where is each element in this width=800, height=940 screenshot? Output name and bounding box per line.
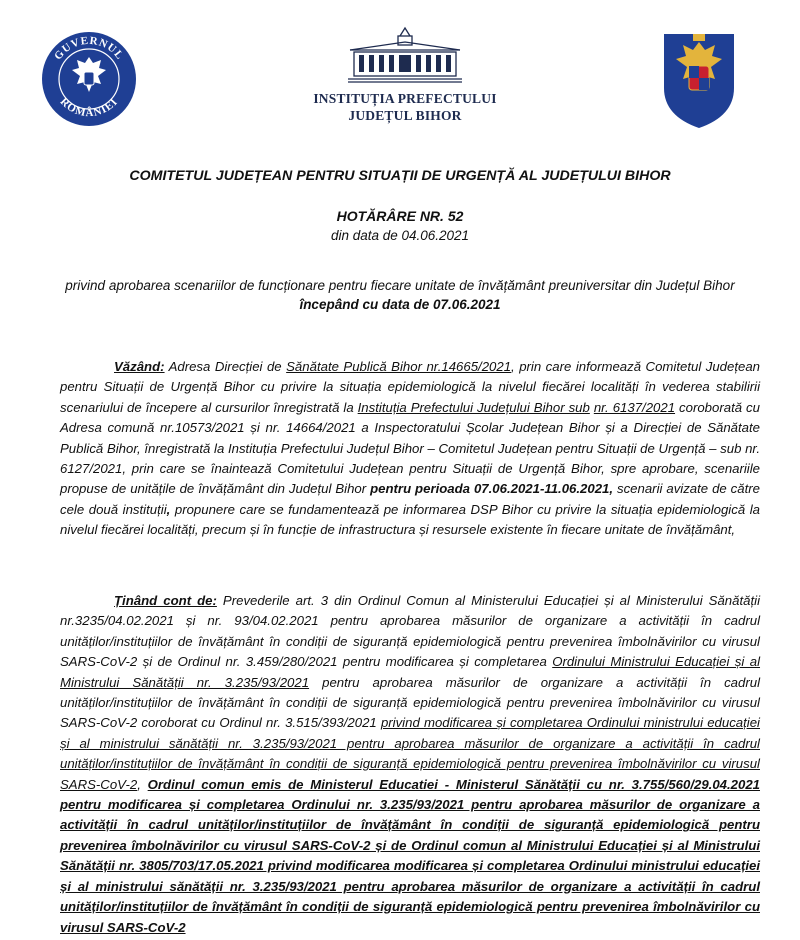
- prefecture-logo: [290, 24, 520, 124]
- decision-title: HOTĂRÂRE NR. 52: [336, 208, 464, 224]
- period-emphasis: pentru perioada 07.06.2021-11.06.2021,: [370, 481, 614, 497]
- government-seal-icon: [40, 30, 138, 128]
- text-run: coroborată cu Adresa comună nr.10573/2021 și nr. 14664/2021 a Inspectoratului Școlar Județean Bihor și a Direcției de Sănătate Publică Bihor, înregistrată la Instituția Prefectului Județul Bihor – Comitetul Județean pentru Situații de Urgență – sub nr. 6127/2021, prin care se înaintează Comitetului Județean pentru Situații de Urgență Bihor, spre aprobare, scenariile propuse de unitățile de învățământ din Județul Bihor: [60, 399, 760, 497]
- subject-text: privind aprobarea scenariilor de funcționare pentru fiecare unitate de învățământ preuniversitar din Județul Bihor: [65, 278, 735, 293]
- subject-effective-date: începând cu data de 07.06.2021: [299, 297, 501, 312]
- svg-text:GUVERNUL: GUVERNUL: [52, 34, 126, 63]
- dsp-reference: Sănătate Publică Bihor nr.14665/2021: [286, 359, 512, 374]
- text-run: ,: [137, 776, 148, 792]
- text-run: propunere care se fundamentează pe informarea DSP Bihor cu privire la situația epidemiologică la nivelul fiecărei localități, precum și în funcție de infrastructura și resursele existente în fiecare unitate de învățământ,: [60, 501, 760, 538]
- prefecture-registration: Instituția Prefectului Județului Bihor sub: [357, 399, 590, 415]
- order-reference: Ordinului Ministrului Educației și al Ministrului Sănătății nr. 3.235/93/2021: [60, 654, 761, 690]
- taking-into-account-paragraph: [60, 591, 760, 938]
- registration-number: nr. 6137/2021: [593, 399, 676, 415]
- text-run: ,: [166, 501, 171, 517]
- prefecture-building-icon: [346, 24, 464, 84]
- decision-date: din data de 04.06.2021: [330, 228, 470, 243]
- decision-subject: [0, 276, 800, 314]
- taking-into-account-label: Ținând cont de:: [114, 593, 217, 608]
- county-name: JUDEȚUL BIHOR: [348, 108, 462, 123]
- text-run: Adresa Direcției de: [164, 359, 287, 374]
- considering-label: Văzând:: [114, 359, 165, 374]
- text-run: pentru aprobarea măsurilor de organizare a activității în cadrul unităților/instituțiilor de învățământ în condiții de siguranță epidemiologică pentru prevenirea îmbolnăvirilor cu virusul SARS-CoV-2 coroborat cu Ordinul nr. 3.515/393/2021: [60, 674, 761, 731]
- committee-heading: COMITETUL JUDEȚEAN PENTRU SITUAȚII DE URGENȚĂ AL JUDEȚULUI BIHOR: [129, 168, 671, 184]
- considering-paragraph: [60, 357, 760, 541]
- text-run: , prin care informează Comitetul Județean pentru Situații de Urgență Bihor cu privire la situația epidemiologică la nivelul fiecărei localități în vederea stabilirii scenariului de începere al cursurilor înregistrată la: [60, 359, 761, 415]
- romania-coat-of-arms-icon: [660, 30, 738, 130]
- text-run: scenarii avizate de către cele două instituții: [60, 481, 760, 517]
- prefecture-name: INSTITUȚIA PREFECTULUI: [313, 91, 497, 106]
- order-amendment: privind modificarea și completarea Ordinului ministrului educației și al ministrului sănătății nr. 3.235/93/2021 pentru aprobarea măsurilor de organizare a activității în cadrul unităților/instituțiilor de învățământ în condiții de siguranță epidemiologică pentru prevenirea îmbolnăvirilor cu virusul SARS-CoV-2: [60, 715, 760, 792]
- svg-text:ROMÂNIEI: ROMÂNIEI: [57, 95, 121, 120]
- text-run: Prevederile art. 3 din Ordinul Comun al Ministerului Educației și al Ministerului Sănătății nr.3235/04.02.2021 și nr. 93/04.02.2021 pentru aprobarea măsurilor de organizare a activității în cadrul unităților/instituțiilor de învățământ în condiții de siguranță epidemiologică pentru prevenirea îmbolnăvirilor cu virusul SARS-CoV-2 și de Ordinul nr. 3.459/280/2021 pentru modificarea și completarea: [60, 593, 760, 670]
- joint-order-reference: Ordinul comun emis de Ministerul Educatiei - Ministerul Sănătății cu nr. 3.755/560/29.04.2021 pentru modificarea și completarea Ordinului nr. 3.235/93/2021 pentru aprobarea măsurilor de organizare a activității în cadrul unităților/instituțiilor de învățământ în condiții de siguranță epidemiologică pentru prevenirea îmbolnăvirilor cu virusul SARS-CoV-2 și de Ordinul comun al Ministrului Educației și al Ministrului Sănătății nr. 3805/703/17.05.2021 privind modificarea modificarea și completarea Ordinului ministrului educației și al ministrului sănătății nr. 3.235/93/2021 pentru aprobarea măsurilor de organizare a activității în cadrul unităților/instituțiilor de învățământ în condiții de siguranță epidemiologică pentru prevenirea îmbolnăvirilor cu virusul SARS-CoV-2: [60, 776, 760, 935]
